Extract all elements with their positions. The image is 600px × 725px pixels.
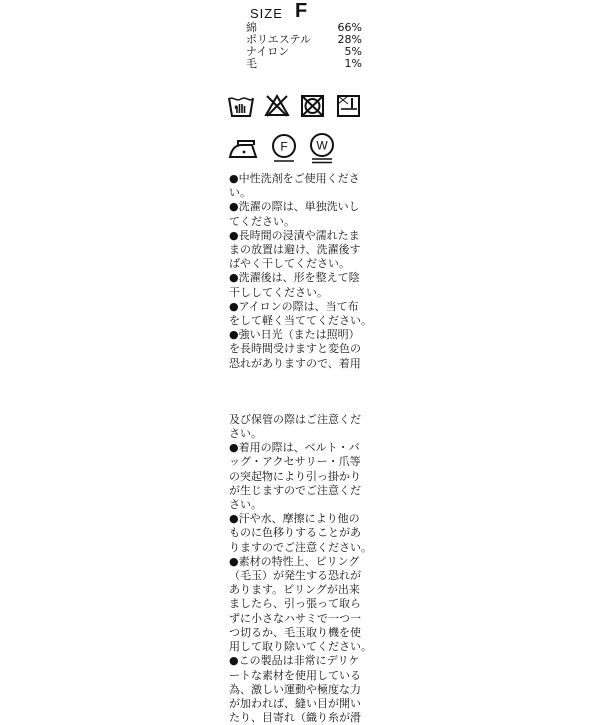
- note-line: 及び保管の際はご注意くだ: [229, 412, 361, 426]
- note-line: 為、激しい運動や極度な力: [229, 682, 361, 696]
- size-value: F: [295, 0, 308, 22]
- note-line: ●この製品は非常にデリケ: [229, 654, 360, 668]
- note-line: ートな素材を使用している: [229, 668, 361, 682]
- wet-clean-w-icon: [308, 131, 336, 169]
- dry-clean-f-icon: [270, 132, 298, 168]
- material-name: 毛: [246, 57, 257, 70]
- note-line: ●強い日光（または照明）: [229, 328, 360, 342]
- note-line: さい。: [229, 498, 262, 512]
- note-line: たり、目寄れ（織り糸が滑: [229, 711, 361, 725]
- note-line: ましたら、引っ張って取ら: [229, 597, 361, 611]
- note-line: が生じますのでご注意くだ: [229, 483, 361, 497]
- note-line: ●汗や水、摩擦により他の: [229, 512, 360, 526]
- care-icon-row: [228, 90, 368, 126]
- note-line: をして軽く当ててください。: [229, 314, 372, 328]
- note-line: まの放置は避け、洗濯後す: [229, 243, 361, 257]
- hand-wash-icon: [228, 94, 254, 122]
- care-symbols: [228, 90, 368, 168]
- material-name: 綿: [246, 21, 257, 34]
- material-percent: 5%: [344, 45, 362, 58]
- note-line: の突起物により引っ掛かり: [229, 469, 361, 483]
- note-line: ●アイロンの際は、当て布: [229, 299, 359, 313]
- material-percent: 28%: [337, 33, 362, 46]
- note-line: 用して取り除いてください。: [229, 640, 372, 654]
- note-line: ばやく干してください。: [229, 257, 350, 271]
- no-tumble-dry-icon: [300, 94, 326, 122]
- fabric-composition: [246, 22, 362, 70]
- note-line: ッグ・アクセサリー・爪等: [229, 455, 361, 469]
- care-icon-row: [228, 132, 368, 168]
- material-percent: 66%: [337, 21, 362, 34]
- material-name: ナイロン: [246, 45, 290, 58]
- note-line: りますのでご注意ください。: [229, 540, 372, 554]
- size-label: SIZE: [250, 6, 283, 21]
- note-line: が加われば、縫い目が開い: [229, 696, 361, 710]
- section-gap: [229, 371, 379, 413]
- svg-text:F: F: [280, 139, 288, 154]
- care-instructions: [229, 172, 379, 725]
- material-name: ポリエステル: [246, 33, 312, 46]
- note-line: ●中性洗剤をご使用くださ: [229, 172, 360, 185]
- note-line: い。: [229, 186, 251, 200]
- note-line: ものに色移りすることがあ: [229, 526, 361, 540]
- composition-row: [246, 58, 362, 70]
- iron-low-icon: [228, 135, 260, 165]
- note-line: ●長時間の浸漬や濡れたま: [229, 228, 360, 242]
- note-line: ずに小さなハサミで一つ一: [229, 611, 361, 625]
- note-line: つ切るか、毛玉取り機を使: [229, 625, 361, 639]
- note-line: ●素材の特性上、ピリング: [229, 554, 360, 568]
- note-line: ●洗濯後は、形を整えて陰: [229, 271, 360, 285]
- note-line: （毛玉）が発生する恐れが: [229, 569, 361, 583]
- note-line: ●着用の際は、ベルト・バ: [229, 441, 360, 455]
- note-line: ●洗濯の際は、単独洗いし: [229, 200, 360, 214]
- note-line: 恐れがありますので、着用: [229, 356, 361, 370]
- line-dry-shade-icon: [336, 94, 362, 122]
- note-line: てください。: [229, 214, 295, 228]
- note-line: さい。: [229, 427, 262, 441]
- note-line: あります。ピリングが出来: [229, 583, 360, 597]
- svg-text:W: W: [316, 138, 328, 153]
- note-line: を長時間受けますと変色の: [229, 342, 361, 356]
- no-bleach-icon: [264, 94, 290, 122]
- material-percent: 1%: [344, 57, 362, 70]
- note-line: 干ししてください。: [229, 285, 328, 299]
